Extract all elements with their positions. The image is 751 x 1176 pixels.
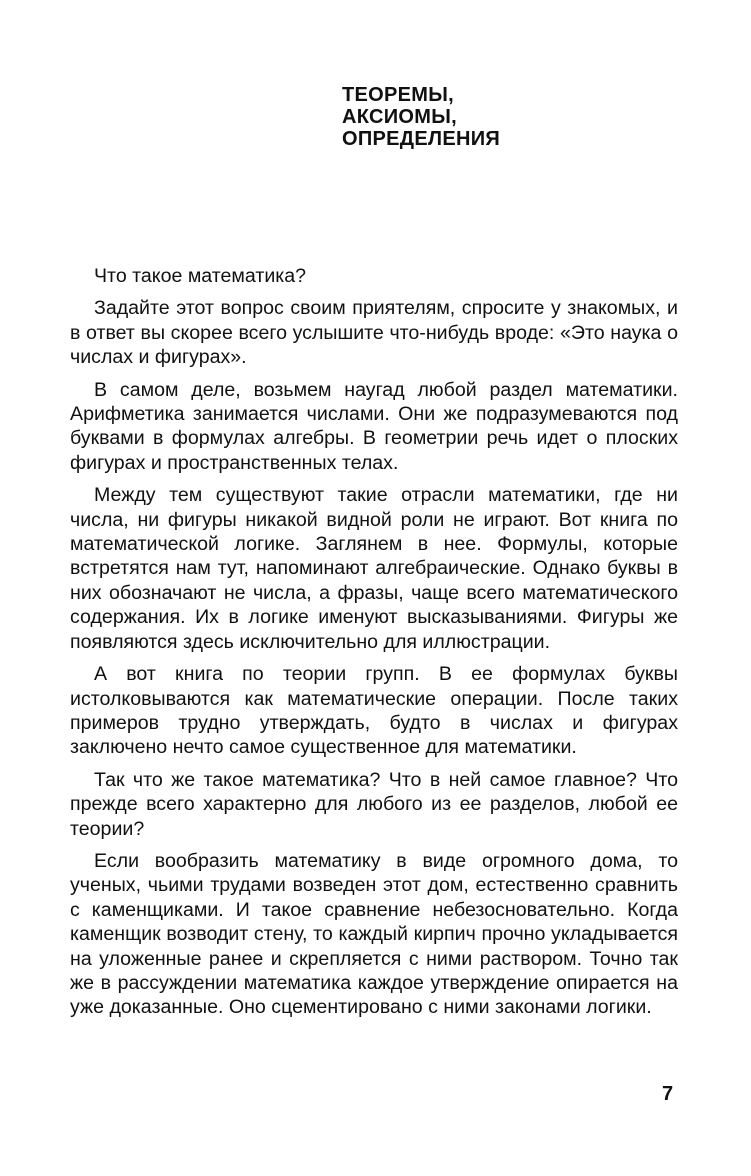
chapter-title-line: ТЕОРЕМЫ, [342,84,454,106]
paragraph: В самом деле, возьмем наугад любой раздел математики. Арифметика занимается числами. Они же подразумеваются под буквами в формулах алгебры. В геометрии речь идет о плоских фигурах и пространственных телах. [70,378,678,474]
paragraph: Задайте этот вопрос своим приятелям, спросите у знакомых, и в ответ вы скорее всего услышите что-нибудь вроде: «Это наука о числах и фигурах». [70,297,678,369]
paragraph: Что такое математика? [94,265,307,287]
chapter-title [342,84,602,150]
paragraph: Между тем существуют такие отрасли математики, где ни числа, ни фигуры никакой видной роли не играют. Вот книга по математической логике. Заглянем в нее. Формулы, которые встретятся нам тут, напоминают алгебраические. Однако буквы в них обозначают не числа, а фразы, чаще всего математического содержания. Их в логике именуют высказываниями. Фигуры же появляются здесь исключительно для иллюстрации. [70,484,678,653]
chapter-title-line: ОПРЕДЕЛЕНИЯ [342,128,501,150]
paragraph: Если вообразить математику в виде огромного дома, то ученых, чьими трудами возведен этот дом, естественно сравнить с каменщиками. И такое сравнение небезосновательно. Когда каменщик возводит стену, то каждый кирпич прочно укладывается на уложенные ранее и скрепляется с ними раствором. Точно так же в рассуждении математика каждое утверждение опирается на уже доказанные. Оно сцементировано с ними законами логики. [70,849,678,1019]
page-number: 7 [662,1083,674,1105]
paragraph: Так что же такое математика? Что в ней самое главное? Что прежде всего характерно для любого из ее разделов, любой ее теории? [70,768,678,840]
chapter-title-line: АКСИОМЫ, [342,106,457,128]
chapter-body [70,264,678,1028]
paragraph: А вот книга по теории групп. В ее формулах буквы истолковываются как математические операции. После таких примеров трудно утверждать, будто в числах и фигурах заключено нечто самое существенное для математики. [70,663,678,759]
